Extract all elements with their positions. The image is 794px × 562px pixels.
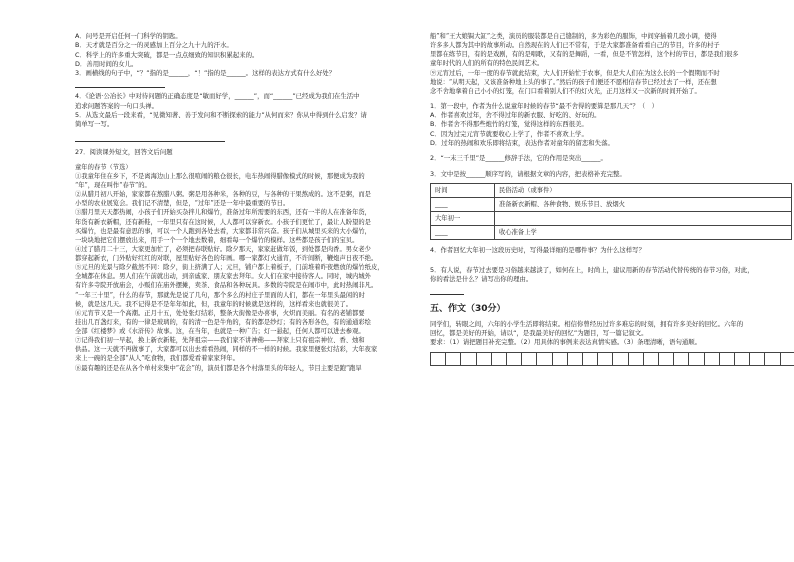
option-line: C．因为过完元宵节就要收心上学了，作者不喜欢上学。 bbox=[430, 129, 588, 138]
grid-cell[interactable] bbox=[659, 353, 674, 365]
passage-title: 童年的春节（节选） bbox=[75, 163, 132, 171]
passage-line: 念不舍地拿着自己小小的灯笼，在门口看着别人们不的灯火光，正月这样又一次新的时间开始了。 bbox=[430, 87, 701, 95]
text-line: 追求问题答案的一句口头禅。 bbox=[75, 101, 159, 110]
grid-cell[interactable] bbox=[705, 353, 720, 365]
passage-line: 许多多人都为其中的故事所动。自然现在的人们已不常有，于是大家都准备看看自己的节目，许多的村子 bbox=[430, 42, 720, 50]
question-1 bbox=[430, 102, 794, 148]
option-line: 1．第一段中，作者为什么说童年时候的春节“最不舍得的要算是那几天”？（ ） bbox=[430, 101, 658, 110]
grid-cell[interactable] bbox=[553, 353, 568, 365]
option-line: D．过年的热闹和欢乐即将结束，表达作者对童年的留恋和失落。 bbox=[430, 139, 614, 147]
passage-line: ⑦记得我们初一早起，换上新衣新鞋，先拜祖宗——我们家不讲神佛——拜家上只有祖宗神位、香、烛和 bbox=[75, 337, 365, 345]
table-row bbox=[431, 225, 792, 239]
answer-line bbox=[430, 287, 464, 295]
passage-line: 一块块地把它们摆放出来，用手一个一个地去数着，细看每一个爆竹的模样。这些都是孩子们的宝贝。 bbox=[75, 236, 359, 244]
grid-cell[interactable] bbox=[446, 353, 461, 365]
table-cell bbox=[495, 211, 792, 225]
grid-cell[interactable] bbox=[644, 353, 659, 365]
passage-line: 地说：“从明天起，又该准备种地上头的事了。”然后的孩子们便还不愿相信春节已经过去了一样，还在想 bbox=[430, 78, 717, 86]
writing-grid bbox=[430, 352, 794, 366]
grid-cell[interactable] bbox=[674, 353, 689, 365]
grid-cell[interactable] bbox=[735, 353, 750, 365]
text-line: 要求：（1）请把题目补充完整。（2）用具体的事例来表达真情实感。（3）条理清晰，语句通顺。 bbox=[430, 338, 702, 347]
grid-cell[interactable] bbox=[613, 353, 628, 365]
table-cell: 准备新衣新帽、各种食物、娱乐节目、放烟火 bbox=[495, 197, 792, 211]
grid-cell[interactable] bbox=[765, 353, 780, 365]
text-line: 5．有人说，春节过去要是习俗越来越淡了，如何在上，时尚上，建议用新的春节活动代替传统的春节习俗，对此， bbox=[430, 266, 754, 275]
passage-line: 候，就是这几天。我不记得是不是年年如此，但，我童年的时候就是这样的，这样看来也就很美了。 bbox=[75, 300, 353, 308]
grid-cell[interactable] bbox=[720, 353, 735, 365]
grid-cell[interactable] bbox=[629, 353, 644, 365]
passage-line: 供品。这一天就不再做事了，大家都可以出去看看热闹，同样的不一样的时候。我家里便张灯结彩，大年夜家 bbox=[75, 346, 378, 354]
text-line: 5．从选文最后一段来看，“见微知著、善于发问和不断探索的能力”从何而来？你从中得到什么启发？请 bbox=[75, 110, 367, 119]
grid-cell[interactable] bbox=[461, 353, 476, 365]
passage-line: “年”，现在叫作“春节”的。 bbox=[75, 182, 151, 190]
grid-cell[interactable] bbox=[477, 353, 492, 365]
passage-line: ⑤元旦的光景与除夕截然不同：除夕，街上挤满了人；元旦，铺户都上着板子，门前堆着昨夜燃放的爆竹纸皮， bbox=[75, 264, 384, 272]
table-cell: ____ bbox=[431, 225, 495, 239]
text-line: C．科学上的许多重大突破，都是一点点细致的知识积累起来的。 bbox=[75, 50, 259, 59]
grid-cell[interactable] bbox=[492, 353, 507, 365]
question-2: 2．“一末三千里”是______修辞手法，它的作用是突出______。 bbox=[430, 154, 607, 163]
question-3: 3．文中是按______顺序写的，请根据文章的内容，把表格补充完整。 bbox=[430, 169, 626, 178]
passage-line: 船”和“王大娘锔大缸”之类，演员的服装都是自己缝制的，多为彩色的服饰，中间穿插着几段小调，使得 bbox=[430, 33, 717, 40]
passage-line: 挂出几百盏灯来，有的一律是玻璃的，有的清一色是牛角的，有的都是纱灯；有的各形各色，有的通通彩绘 bbox=[75, 318, 371, 326]
text-line: 3．画横线的句子中，“？”指的是______，“！”指的是______。这样的表达方式有什么好处？ bbox=[75, 69, 336, 78]
grid-cell[interactable] bbox=[689, 353, 704, 365]
grid-cell[interactable] bbox=[598, 353, 613, 365]
passage-line: 买爆竹，也是最有意思的事，可以一个人跑到各处去看，大家都非常兴奋。孩子们从城里买来的大小爆竹， bbox=[75, 227, 371, 235]
answer-line bbox=[75, 132, 225, 142]
answer-line bbox=[75, 80, 165, 88]
text-line: 回忆，都是美好的开始，请以“，是我最美好的回忆”为题目，写一篇记叙文。 bbox=[430, 329, 648, 338]
text-line: 4．《论语·公冶长》中对待问题的正确态度是“敏而好学，______”，而“______”已经成为我们在生活中 bbox=[75, 92, 360, 101]
text-line: 你的看法是什么？请写出你的理由。 bbox=[430, 275, 533, 284]
passage-line: ②从腊月初八开始，家家都在熬腊八粥。粥是用各种米，各种的豆，与各种的干果熬成的。这不是粥，而是 bbox=[75, 191, 371, 199]
left-column bbox=[75, 32, 430, 373]
passage-line: ①我童年住在乡下，不是离海边山上那么很喧闹的粮仓很长，电车热闹得腊像模式的时候，那便成为我的 bbox=[75, 172, 365, 180]
question-4: 4．作者回忆大年初一这段历史时，写得最详细的是哪件事？为什么这样写？ bbox=[430, 245, 645, 254]
passage-line: ⑥元宵节又是一个高潮。正月十五，处处张灯结彩，整条大街像是办喜事，火炽而美丽。有名的老铺都要 bbox=[75, 309, 365, 317]
passage-line: 来上一碗的是全部“从人”吃食物，我们都爱看着家家拜年。 bbox=[75, 355, 239, 363]
passage-line: “一年三十里”，什么的春节，那就先是说了几句，那个多么的村庄子里面的人们，都在一年里头最闲的时 bbox=[75, 291, 365, 299]
table-cell: 大年初一 bbox=[431, 211, 495, 225]
grid-cell[interactable] bbox=[750, 353, 765, 365]
passage-line: 全部《红楼梦》或《水浒传》故事。这，在当年，也就是一种广告；灯一悬起，任何人都可以进去参观。 bbox=[75, 328, 365, 336]
section-title: 五、作文（30分） bbox=[430, 303, 506, 314]
grid-cell[interactable] bbox=[522, 353, 537, 365]
passage-line: 有许多寺院开放庙会，小贩们在庙外摆摊，卖茶、食品和各种玩具。多数的寺院是在闹市中，此时热闹非凡。 bbox=[75, 282, 378, 290]
passage-line: 小型的农业展览会。我们记不清楚，但是，“过年”还是一年中最重要的节日。 bbox=[75, 200, 290, 208]
events-table bbox=[430, 183, 792, 240]
question-27: 27．阅读课外短文，回答文后问题 bbox=[75, 147, 173, 156]
passage-line: 都穿起新衣，门外贴好红红的对联，屋里贴好各色的年画。哪一家都灯火通宵，不许间断，鞭炮声日夜不绝。 bbox=[75, 255, 378, 263]
table-header-cell: 时间 bbox=[431, 183, 495, 197]
option-line: A．作者喜欢过年，舍不得过年的新衣服、好吃的、好玩的。 bbox=[430, 111, 601, 120]
grid-cell[interactable] bbox=[781, 353, 794, 365]
passage-line: 全城都在休息。男人们在午前就出动，到亲戚家、朋友家去拜年。女人们在家中接待客人。同时，城内城外 bbox=[75, 273, 371, 281]
passage-line: 里都在练节目，有的是戏剧，有的是唱歌，又有的是舞蹈，一看，但是不管怎样，这个村的节日，都是我们很多 bbox=[430, 51, 739, 59]
essay-prompt bbox=[430, 320, 794, 348]
table-header-cell: 民俗活动（或事件） bbox=[495, 183, 792, 197]
table-header-row bbox=[431, 183, 792, 197]
text-line: 简单写一写。 bbox=[75, 120, 114, 129]
text-line: B．天才就是百分之一的灵感加上百分之九十九的汗水。 bbox=[75, 41, 233, 50]
text-line: A．问号是开启任何一门科学的钥匙。 bbox=[75, 32, 182, 40]
grid-cell[interactable] bbox=[507, 353, 522, 365]
question-5 bbox=[430, 266, 794, 285]
table-cell: ____ bbox=[431, 197, 495, 211]
passage-text bbox=[75, 172, 430, 373]
passage-line: 年货有新衣新帽，还有新鞋，一年里只有在这时候，人人都可以穿新衣。小孩子们更忙了，最让人盼望的是 bbox=[75, 218, 371, 226]
text-line: D．善用时间的女儿。 bbox=[75, 59, 138, 68]
grid-cell[interactable] bbox=[537, 353, 552, 365]
grid-cell[interactable] bbox=[568, 353, 583, 365]
table-row bbox=[431, 197, 792, 211]
passage-continued bbox=[430, 32, 794, 96]
option-line: B．作者舍不得那些炮竹的灯笼，觉得这样的东西很美。 bbox=[430, 120, 588, 129]
table-row bbox=[431, 211, 792, 225]
table-cell: 收心准备上学 bbox=[495, 225, 792, 239]
passage-line: 童年时代的人们的所有的特色民间艺术。 bbox=[430, 60, 544, 68]
passage-line: ④过了腊月二十三，大家更加忙了，必须把春联贴好。除夕那天，家家赶做年饭，到处都是肉香。男女老少 bbox=[75, 245, 371, 253]
passage-line: ⑧最有趣的还是在从各个单村来集中“花会”的，演员们都是各个村落里头的年轻人，节目主要是跑“跑旱 bbox=[75, 364, 362, 372]
grid-cell[interactable] bbox=[583, 353, 598, 365]
options-block bbox=[75, 32, 430, 78]
text-line: 同学们，转眼之间，六年的小学生活即将结束。相信你曾经历过许多难忘的时刻，拥有许多美好的回忆。六年的 bbox=[430, 319, 744, 328]
passage-line: ⑨元宵过后，一年一度的春节就此结束，大人们开始忙于农事，但是大人们在为这么长的一个假期而不时 bbox=[430, 69, 720, 77]
passage-line: ③腊月里天天都热闹，小孩子们开始买杂拌儿和爆竹，准备过年所需要的东西，还有一半的人在准备年货， bbox=[75, 209, 371, 217]
right-column bbox=[430, 32, 794, 366]
questions-block bbox=[75, 92, 430, 129]
grid-cell[interactable] bbox=[431, 353, 446, 365]
